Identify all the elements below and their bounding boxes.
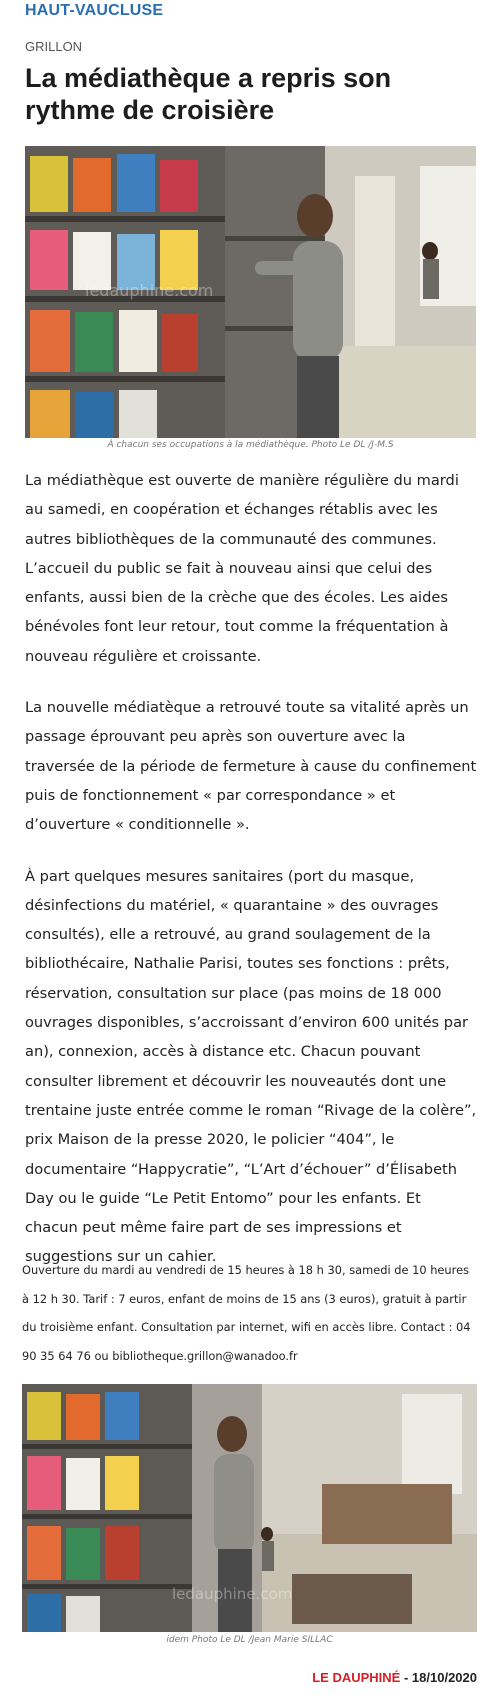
article-title: La médiathèque a repris son rythme de croisière: [25, 63, 392, 125]
article-body: [25, 466, 477, 1294]
photo-2-caption: idem Photo Le DL /Jean Marie SILLAC: [166, 1635, 333, 1645]
section-label: HAUT-VAUCLUSE: [25, 2, 164, 19]
article-paragraph: La nouvelle médiatèque a retrouvé toute sa vitalité après un passage éprouvant peu après son ouverture avec la traversée de la période de fermeture à cause du confinement puis de fonctionnement « par correspondance » et d’ouverture « conditionnelle ».: [25, 699, 477, 834]
watermark: ledauphine.com: [85, 281, 214, 300]
article-photo-1: [25, 146, 476, 438]
publication-date: 18/10/2020: [411, 1670, 477, 1685]
article-paragraph: À part quelques mesures sanitaires (port du masque, désinfections du matériel, « quarantaine » des ouvrages consultés), elle a retrouvé, au grand soulagement de la bibliothécaire, Nathalie Parisi, toutes ses fonctions : prêts, réservation, consultation sur place (pas moins de 18 000 ouvrages disponibles, s’accroissant d’environ 600 unités par an), connexion, accès à distance etc. Chacun pouvant consulter librement et découvrir les nouveautés dont une trentaine juste entrée comme le roman “Rivage de la colère”, prix Maison de la presse 2020, le policier “404”, le documentaire “Happycratie”, “L’Art d’échouer” d’Élisabeth Day ou le guide “Le Petit Entomo” pour les enfants. Et chacun peut même faire part de ses impressions et suggestions sur un cahier.: [25, 867, 477, 1266]
article-paragraph: La médiathèque est ouverte de manière régulière du mardi au samedi, en coopération et échanges rétablis avec les autres bibliothèques de la communauté des communes. L’accueil du public se fait à nouveau ainsi que celui des enfants, aussi bien de la crèche que des écoles. Les aides bénévoles font leur retour, tout comme la fréquentation à nouveau régulière et croissante.: [25, 472, 459, 665]
newspaper-brand: LE DAUPHINÉ: [312, 1670, 401, 1685]
article-photo-2: [22, 1384, 477, 1632]
locality-label: GRILLON: [25, 39, 83, 54]
footer-source: [312, 1670, 477, 1685]
photo-1-caption: À chacun ses occupations à la médiathèque. Photo Le DL /J-M.S: [107, 440, 394, 450]
practical-info: Ouverture du mardi au vendredi de 15 heures à 18 h 30, samedi de 10 heures à 12 h 30. Tarif : 7 euros, enfant de moins de 15 ans (3 euros), gratuit à partir du troisième enfant. Consultation par internet, wifi en accès libre. Contact : 04 90 35 64 76 ou bibliotheque.grillon@wanadoo.fr: [22, 1263, 471, 1363]
watermark: ledauphine.com: [172, 1585, 293, 1603]
footer-separator: -: [400, 1670, 412, 1685]
